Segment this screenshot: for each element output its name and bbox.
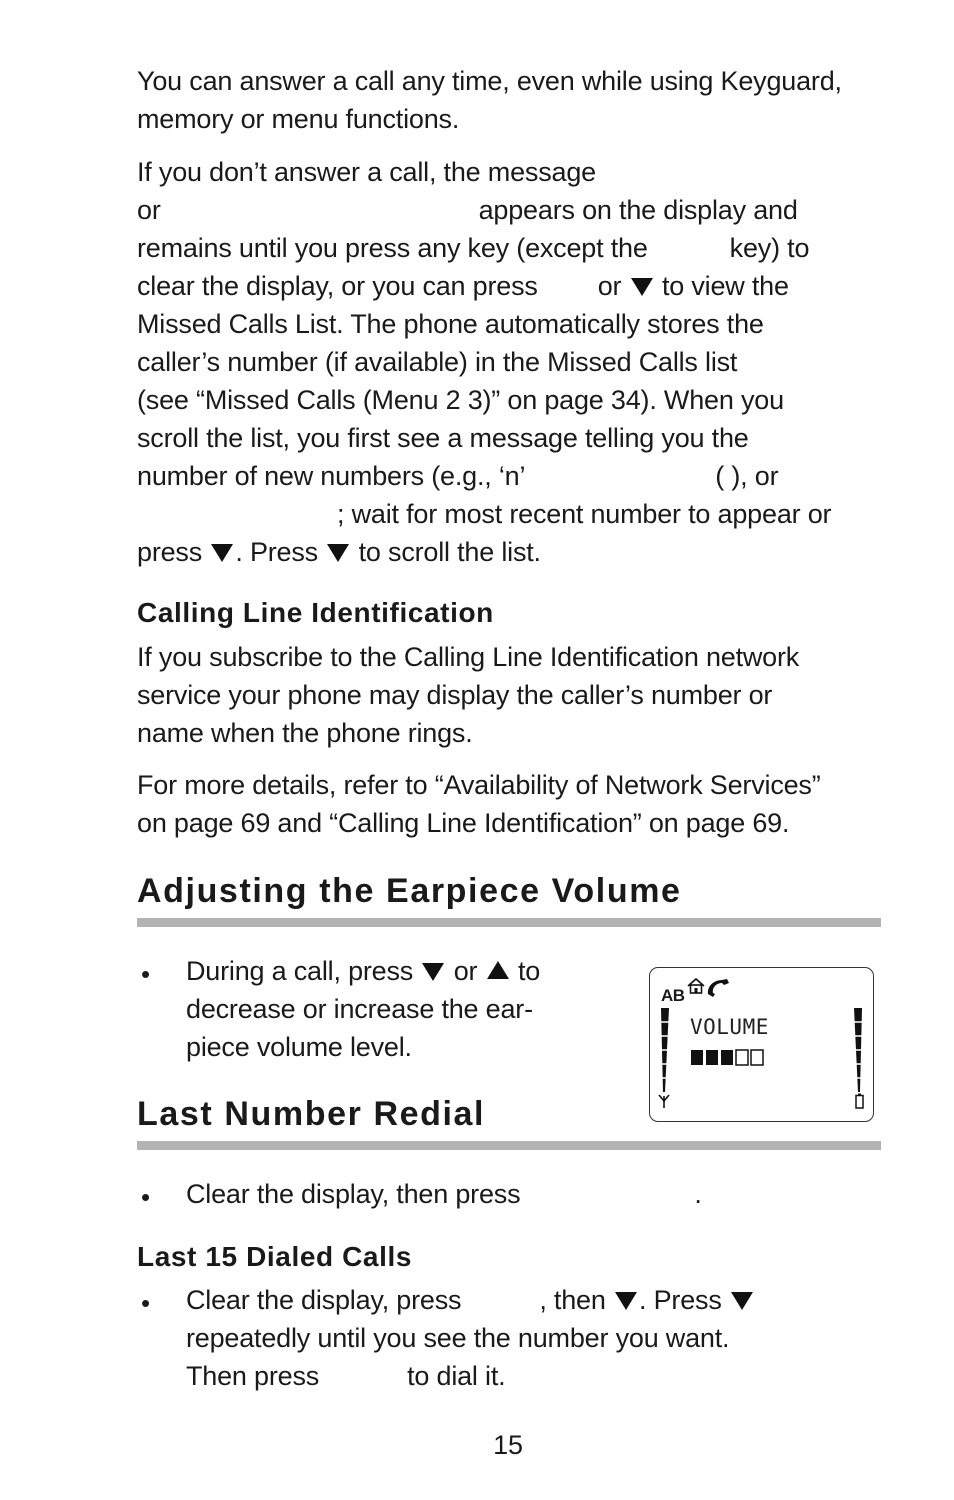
text-fragment: . Press [235,537,318,567]
text-fragment: to scroll the list. [358,537,541,567]
text-line [137,533,882,571]
volume-up-arrow-icon [487,961,509,979]
scroll-down-arrow-icon [615,1292,637,1310]
cli-heading: Calling Line Identification [137,597,494,628]
intro-paragraph [137,62,882,138]
phone-display-illustration [649,967,874,1122]
text-fragment: or [137,195,161,225]
cli-reference-paragraph [137,766,882,842]
text-fragment: Clear the display, then press [186,1179,521,1209]
text-line: (see “Missed Calls (Menu 2 3)” on page 34). When you [137,385,784,415]
redial-instruction [186,1175,702,1213]
scroll-down-arrow-icon [631,278,653,296]
text-fragment: or [453,956,478,986]
text-fragment: to view the [661,271,789,301]
antenna-icon [658,1093,670,1109]
volume-block-empty [751,1050,763,1065]
text-fragment: Clear the display, press [186,1285,462,1315]
text-line [137,229,882,267]
text-fragment: . [694,1179,702,1209]
bullet-marker: • [141,959,150,989]
handset-icon [705,977,731,997]
text-line: name when the phone rings. [137,718,473,748]
text-line [137,457,882,495]
text-fragment: appears on the display and [478,195,798,225]
text-line: Missed Calls List. The phone automatically stores the [137,309,764,339]
text-fragment: , then [539,1285,606,1315]
page-number: 15 [493,1430,523,1460]
volume-level-meter [690,1040,770,1078]
text-line [137,191,882,229]
signal-strength-bar [659,1008,671,1092]
text-line [186,1281,755,1319]
text-fragment: number of new numbers (e.g., ‘n’ [137,461,526,491]
section-divider [137,1141,881,1150]
home-icon [686,977,706,995]
text-fragment: or [597,271,622,301]
text-line: caller’s number (if available) in the Missed Calls list [137,347,738,377]
text-line: service your phone may display the caller’s number or [137,680,773,710]
text-fragment: clear the display, or you can press [137,271,538,301]
text-fragment: ; wait for most recent number to appear or [337,499,832,529]
bullet-marker: • [141,1182,150,1212]
cli-paragraph [137,638,882,752]
missed-call-paragraph [137,153,882,571]
volume-instruction [186,952,540,1066]
text-line: on page 69 and “Calling Line Identification” on page 69. [137,808,790,838]
text-fragment: press [137,537,203,567]
volume-level-text [690,1032,713,1070]
text-line: If you subscribe to the Calling Line Identification network [137,642,800,672]
bullet-marker: • [141,1288,150,1318]
text-line: repeatedly until you see the number you want. [186,1323,730,1353]
text-line: memory or menu functions. [137,104,460,134]
volume-heading: Adjusting the Earpiece Volume [137,872,682,910]
text-line: For more details, refer to “Availability of Network Services” [137,770,821,800]
volume-block-filled [721,1050,733,1065]
scroll-down-arrow-icon [731,1292,753,1310]
text-fragment: . Press [639,1285,722,1315]
scroll-down-arrow-icon [211,544,233,562]
section-divider [137,918,881,927]
dialed-calls-instruction [186,1281,755,1395]
text-fragment: to [517,956,541,986]
text-line [186,1357,755,1395]
dialed-calls-heading: Last 15 Dialed Calls [137,1241,413,1272]
battery-icon [855,1093,864,1109]
text-line: piece volume level. [186,1032,412,1062]
text-line: scroll the list, you first see a message telling you the [137,423,749,453]
text-fragment: During a call, press [186,956,414,986]
scroll-down-arrow-icon [327,544,349,562]
volume-down-arrow-icon [422,963,444,981]
text-fragment: to dial it. [407,1361,506,1391]
display-indicator-text: AB [661,986,685,1005]
redial-heading: Last Number Redial [137,1095,486,1133]
text-fragment: ( ), or [715,461,779,491]
text-line [137,267,882,305]
text-line: decrease or increase the ear- [186,994,533,1024]
text-line [137,495,882,533]
text-fragment: remains until you press any key (except the [137,233,648,263]
volume-display-label: VOLUME [690,1015,769,1039]
text-line [186,1175,702,1213]
text-fragment: Then press [186,1361,320,1391]
text-line: You can answer a call any time, even while using Keyguard, [137,66,842,96]
battery-level-bar [852,1008,864,1092]
text-fragment: key) to [729,233,810,263]
text-line: If you don’t answer a call, the message [137,157,596,187]
volume-block-empty [736,1050,748,1065]
text-line [186,952,540,990]
